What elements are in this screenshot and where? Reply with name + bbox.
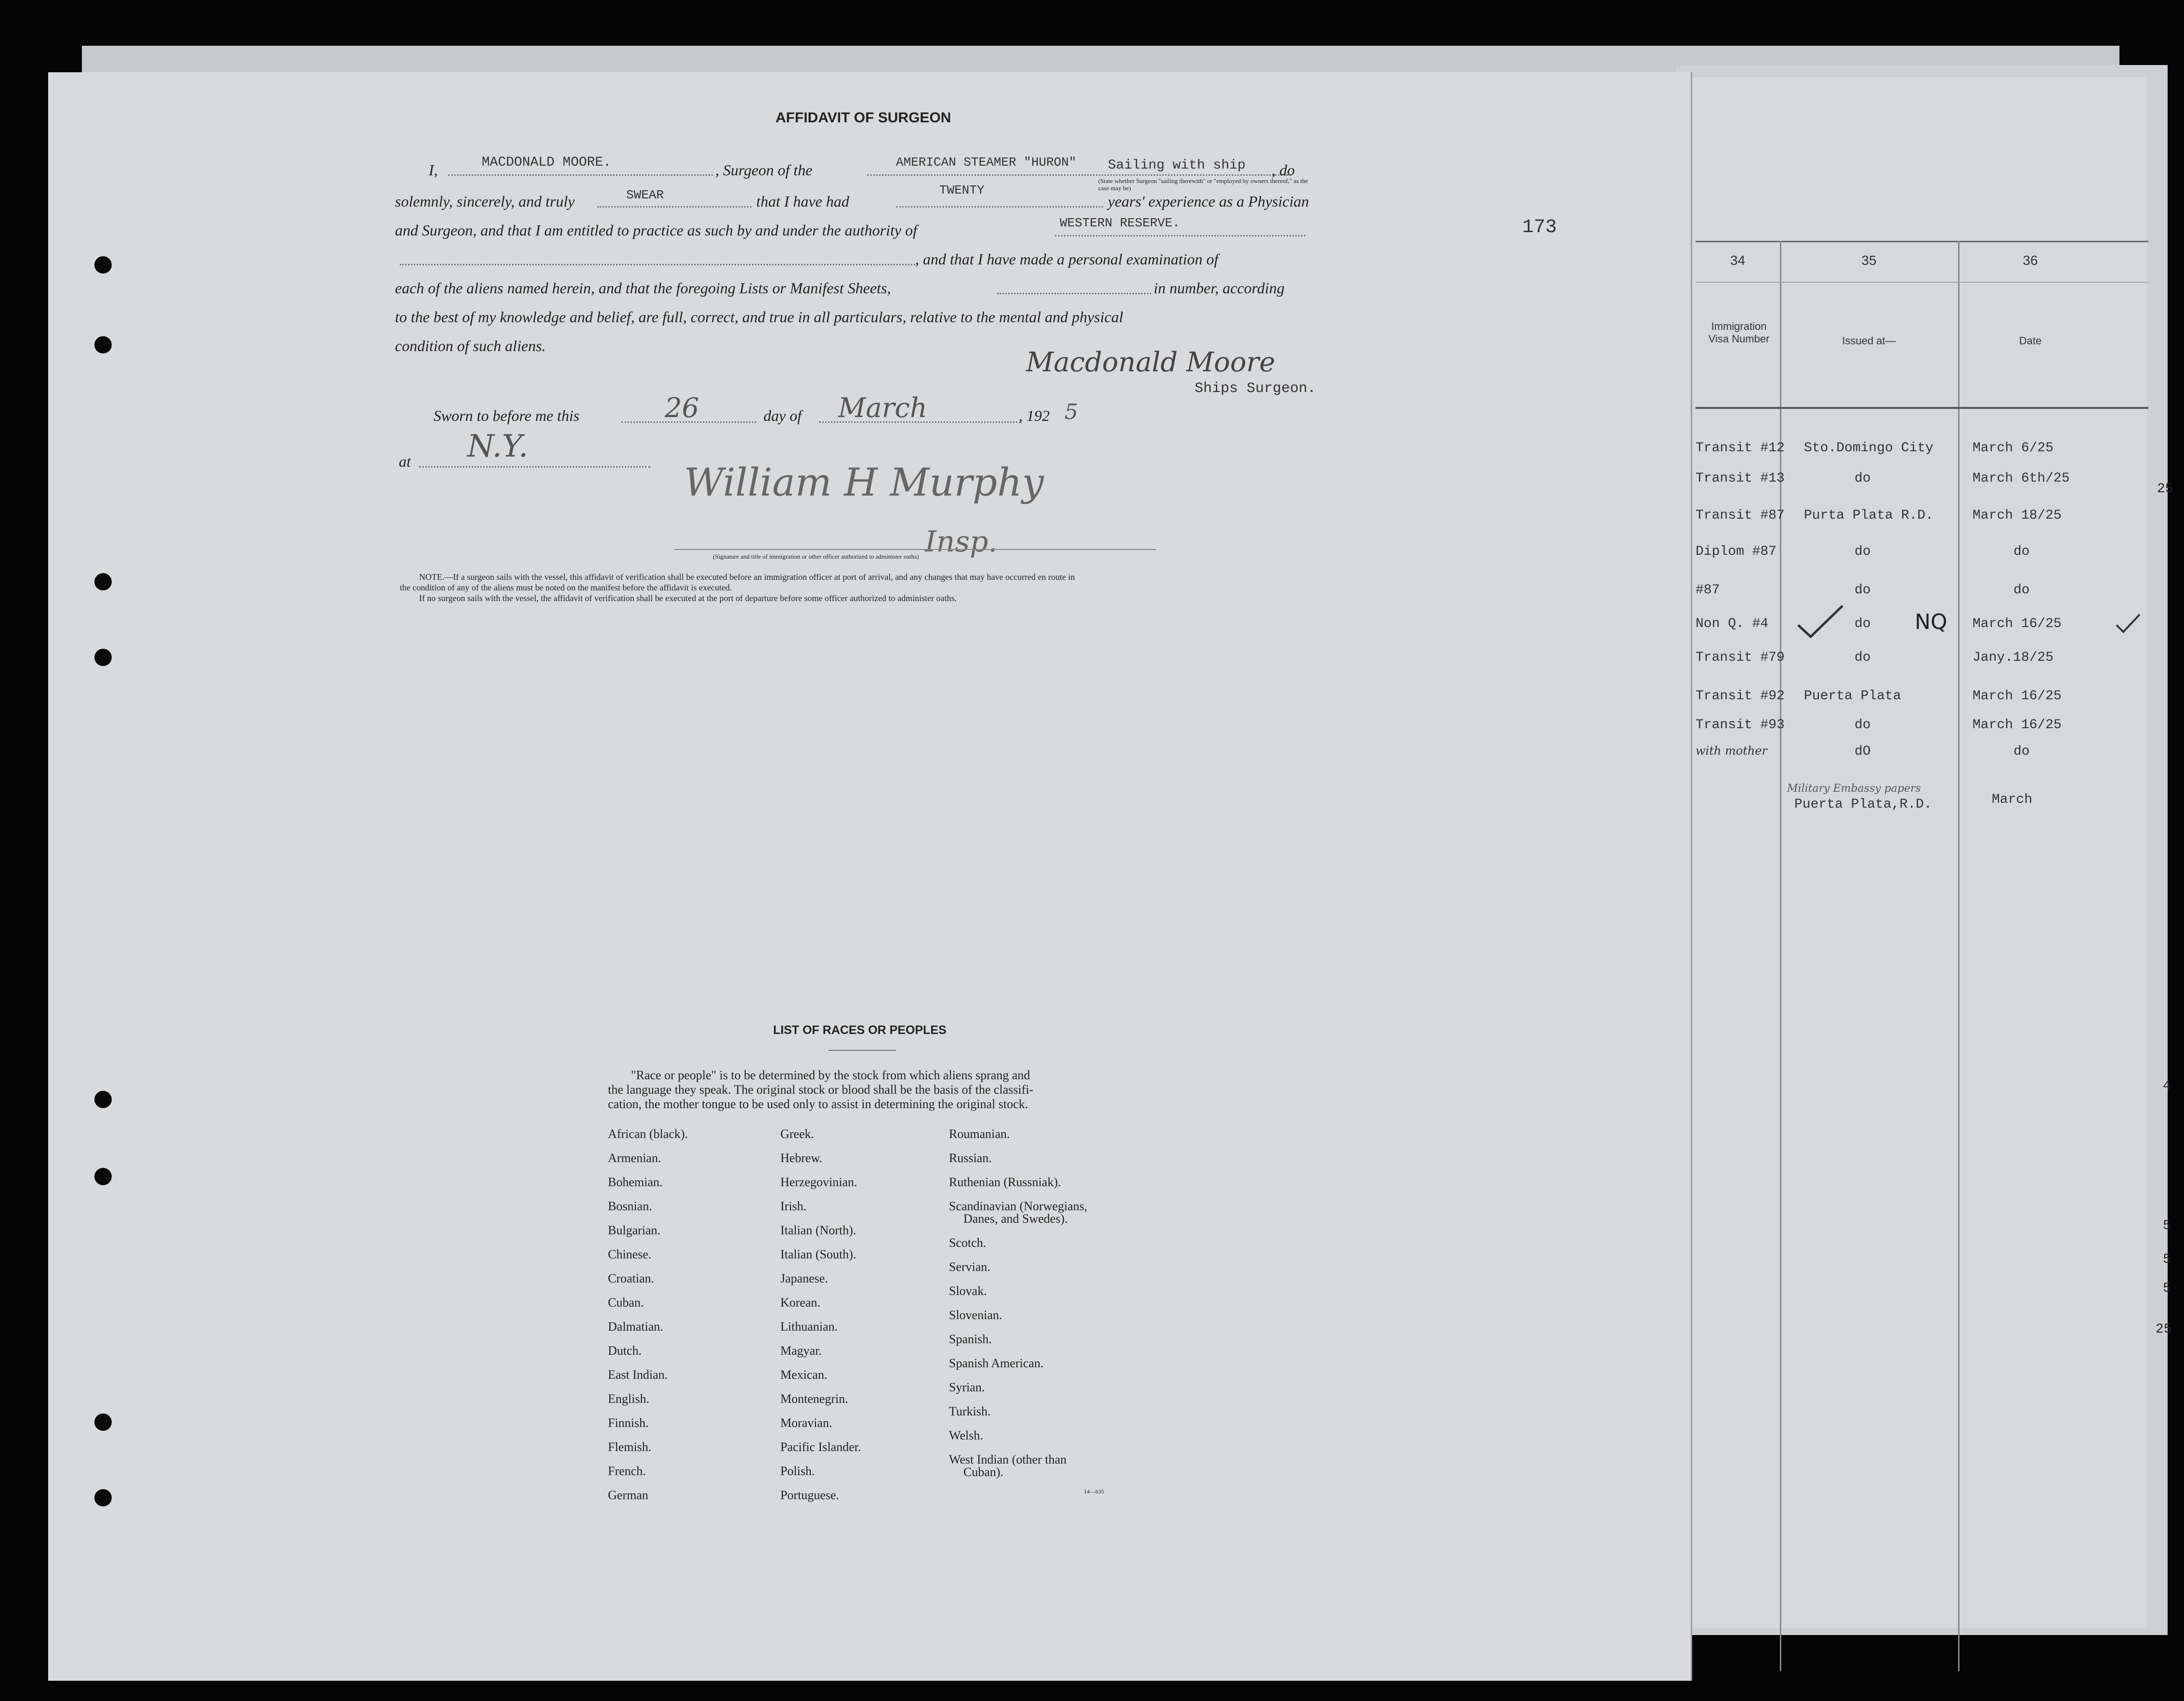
ship-name: AMERICAN STEAMER "HURON" [896, 155, 1077, 170]
binder-hole [94, 1168, 112, 1185]
sworn-place: N.Y. [467, 429, 528, 464]
edge-mark: 5 [2163, 1218, 2171, 1233]
officer-caption: (Signature and title of immigration or other officer authorized to administer oaths) [713, 553, 919, 560]
race-item: Turkish. [949, 1404, 991, 1418]
date-row-9: March 16/25 [1973, 718, 2062, 733]
affidavit-line7: condition of such aliens. [395, 337, 546, 354]
race-item: Russian. [949, 1151, 992, 1165]
race-item: Japanese. [780, 1271, 828, 1285]
affidavit-line5-pre: each of the aliens named herein, and that the foregoing Lists or Manifest Sheets, [395, 279, 891, 297]
races-column-1 [608, 1122, 688, 1507]
check-mark-icon [1794, 603, 1847, 641]
header-date: Date [2019, 335, 2042, 347]
binder-hole [94, 256, 112, 274]
affidavit-i: I, [429, 161, 438, 179]
race-item: Italian (South). [780, 1247, 856, 1261]
extra-note: Military Embassy papers [1787, 783, 1921, 795]
form-code: 14—635 [1084, 1488, 1104, 1495]
affidavit-line3: and Surgeon, and that I am entitled to practice as such by and under the authority of [395, 222, 917, 239]
race-item: Magyar. [780, 1344, 822, 1358]
races-column-2 [780, 1122, 861, 1507]
visa-row-4: Diplom #87 [1696, 544, 1777, 559]
races-column-3 [949, 1122, 1087, 1479]
race-item: Moravian. [780, 1416, 832, 1430]
race-item: Scotch. [949, 1236, 987, 1250]
date-row-10: do [2013, 744, 2030, 759]
visa-row-1: Transit #12 [1696, 441, 1785, 456]
race-item: Hebrew. [780, 1151, 823, 1165]
race-item: Flemish. [608, 1440, 652, 1454]
medical-authority: WESTERN RESERVE. [1060, 216, 1180, 230]
race-item: Portuguese. [780, 1488, 840, 1502]
race-item: Montenegrin. [780, 1392, 848, 1406]
race-item: French. [608, 1464, 646, 1478]
race-item: African (black). [608, 1127, 688, 1141]
oath-word: SWEAR [626, 188, 664, 202]
signature-title: Ships Surgeon. [1195, 380, 1316, 397]
race-item: Korean. [780, 1295, 821, 1309]
affidavit-surgeon-of: , Surgeon of the [715, 161, 813, 179]
race-item: Spanish. [949, 1332, 992, 1346]
race-item: Chinese. [608, 1247, 652, 1261]
note-line-3: If no surgeon sails with the vessel, the affidavit of verification shall be executed at the port of departure before some officer authorized to administer oaths. [419, 593, 957, 603]
race-item: Irish. [780, 1199, 807, 1213]
race-item: Ruthenian (Russniak). [949, 1175, 1061, 1189]
race-item: Cuban. [608, 1295, 644, 1309]
races-intro-2: the language they speak. The original stock or blood shall be the basis of the classifi- [608, 1083, 1034, 1097]
visa-row-10: with mother [1696, 744, 1767, 758]
binder-hole [94, 1091, 112, 1108]
edge-mark: 25 [2156, 1322, 2172, 1337]
race-item: Bosnian. [608, 1199, 652, 1213]
binder-hole [94, 1413, 112, 1431]
date-row-8: March 16/25 [1973, 689, 2062, 704]
race-item: Lithuanian. [780, 1320, 838, 1334]
visa-row-7: Transit #79 [1696, 650, 1785, 665]
date-row-6: March 16/25 [1973, 616, 2062, 631]
issued-row-1: Sto.Domingo City [1804, 441, 1934, 456]
affidavit-do: , do [1272, 161, 1295, 179]
race-item: English. [608, 1392, 649, 1406]
sworn-month: March [838, 393, 927, 424]
officer-title: Insp. [925, 525, 998, 559]
date-row-4: do [2013, 544, 2030, 559]
sworn-day: 26 [665, 393, 699, 424]
date-row-2: March 6th/25 [1973, 471, 2070, 486]
affidavit-line2-mid: that I have had [756, 193, 849, 210]
edge-mark: 4 [2163, 1079, 2171, 1094]
race-item: Cuban). [963, 1465, 1004, 1479]
sworn-at: at [399, 453, 411, 470]
race-item: Welsh. [949, 1428, 983, 1442]
visa-row-2: Transit #13 [1696, 471, 1785, 486]
issued-row-8: Puerta Plata [1804, 689, 1901, 704]
issued-row-11: Puerta Plata,R.D. [1794, 797, 1932, 812]
races-intro-1: "Race or people" is to be determined by the stock from which aliens sprang and [631, 1068, 1030, 1082]
race-item: Pacific Islander. [780, 1440, 861, 1454]
surgeon-name: MACDONALD MOORE. [482, 155, 611, 170]
race-item: Polish. [780, 1464, 815, 1478]
race-item: Syrian. [949, 1380, 985, 1394]
affidavit-line4: , and that I have made a personal examination of [915, 250, 1219, 268]
affidavit-line2-pre: solemnly, sincerely, and truly [395, 193, 575, 210]
date-row-11: March [1992, 792, 2033, 807]
issued-row-6: do [1855, 616, 1871, 631]
race-item: German [608, 1488, 648, 1502]
note-line-1: NOTE.—If a surgeon sails with the vessel, this affidavit of verification shall be executed before an immigration officer at port of arrival, and any changes that may have occurred en route in [419, 572, 1075, 582]
sailing-note: (State whether Surgeon "sailing therewith" or "employed by owners thereof," as the case may be) [1098, 177, 1308, 192]
issued-row-4: do [1855, 544, 1871, 559]
race-item: East Indian. [608, 1368, 668, 1382]
race-item: Finnish. [608, 1416, 649, 1430]
race-item: Herzegovinian. [780, 1175, 857, 1189]
race-item: Bulgarian. [608, 1223, 661, 1237]
issued-row-10: dO [1855, 744, 1871, 759]
header-visa-number: Immigration Visa Number [1708, 320, 1770, 345]
note-line-2: the condition of any of the aliens must be noted on the manifest before the affidavit is executed. [400, 583, 732, 592]
races-intro-3: cation, the mother tongue to be used only to assist in determining the original stock. [608, 1097, 1028, 1111]
race-item: West Indian (other than [949, 1452, 1067, 1466]
years-experience: TWENTY [939, 183, 985, 197]
affidavit-line5-end: in number, according [1154, 279, 1285, 297]
sailing-status: Sailing with ship [1108, 158, 1246, 173]
races-title: LIST OF RACES OR PEOPLES [773, 1023, 947, 1037]
check-mark-icon [2115, 612, 2144, 636]
issued-row-5: do [1855, 583, 1871, 598]
race-item: Croatian. [608, 1271, 655, 1285]
date-row-5: do [2013, 583, 2030, 598]
edge-mark: 5 [2163, 1281, 2171, 1296]
visa-row-8: Transit #92 [1696, 689, 1785, 704]
col-number-36: 36 [2023, 253, 2038, 268]
nq-mark: NQ [1915, 610, 1947, 634]
binder-hole [94, 573, 112, 590]
binder-hole [94, 649, 112, 666]
col-number-35: 35 [1861, 253, 1877, 268]
issued-row-2: do [1855, 471, 1871, 486]
visa-row-5: #87 [1696, 583, 1720, 598]
affidavit-line6: to the best of my knowledge and belief, are full, correct, and true in all particulars, relative to the mental and physical [395, 308, 1123, 326]
race-item: Italian (North). [780, 1223, 856, 1237]
sworn-year-prefix: , 192 [1019, 407, 1050, 424]
race-item: Slovenian. [949, 1308, 1002, 1322]
race-item: Slovak. [949, 1284, 987, 1298]
visa-row-6: Non Q. #4 [1696, 616, 1769, 631]
binder-hole [94, 1489, 112, 1506]
issued-row-9: do [1855, 718, 1871, 733]
sworn-year: 5 [1065, 400, 1078, 424]
col-number-34: 34 [1730, 253, 1746, 268]
sworn-day-of: day of [763, 407, 802, 424]
header-issued-at: Issued at— [1842, 335, 1896, 347]
issued-row-3: Purta Plata R.D. [1804, 508, 1934, 523]
race-item: Dutch. [608, 1344, 642, 1358]
page-number: 173 [1522, 217, 1557, 238]
surgeon-signature: Macdonald Moore [1026, 347, 1276, 378]
race-item: Servian. [949, 1260, 990, 1274]
race-item: Mexican. [780, 1368, 828, 1382]
issued-row-7: do [1855, 650, 1871, 665]
binder-hole [94, 336, 112, 353]
sworn-text: Sworn to before me this [434, 407, 579, 424]
visa-row-3: Transit #87 [1696, 508, 1785, 523]
date-row-7: Jany.18/25 [1973, 650, 2054, 665]
race-item: Spanish American. [949, 1356, 1044, 1370]
date-row-1: March 6/25 [1973, 441, 2054, 456]
race-item: Roumanian. [949, 1127, 1010, 1141]
race-item: Scandinavian (Norwegians, [949, 1199, 1088, 1213]
race-item: Dalmatian. [608, 1320, 663, 1334]
officer-signature: William H Murphy [684, 460, 1044, 505]
race-item: Bohemian. [608, 1175, 663, 1189]
affidavit-title: AFFIDAVIT OF SURGEON [776, 110, 951, 126]
edge-mark: 5 [2163, 1252, 2171, 1267]
race-item: Greek. [780, 1127, 815, 1141]
edge-mark: 25 [2157, 482, 2173, 497]
race-item: Danes, and Swedes). [963, 1212, 1068, 1226]
race-item: Armenian. [608, 1151, 661, 1165]
visa-table [1696, 241, 2148, 1671]
date-row-3: March 18/25 [1973, 508, 2062, 523]
affidavit-line2-end: years' experience as a Physician [1108, 193, 1309, 210]
visa-row-9: Transit #93 [1696, 718, 1785, 733]
